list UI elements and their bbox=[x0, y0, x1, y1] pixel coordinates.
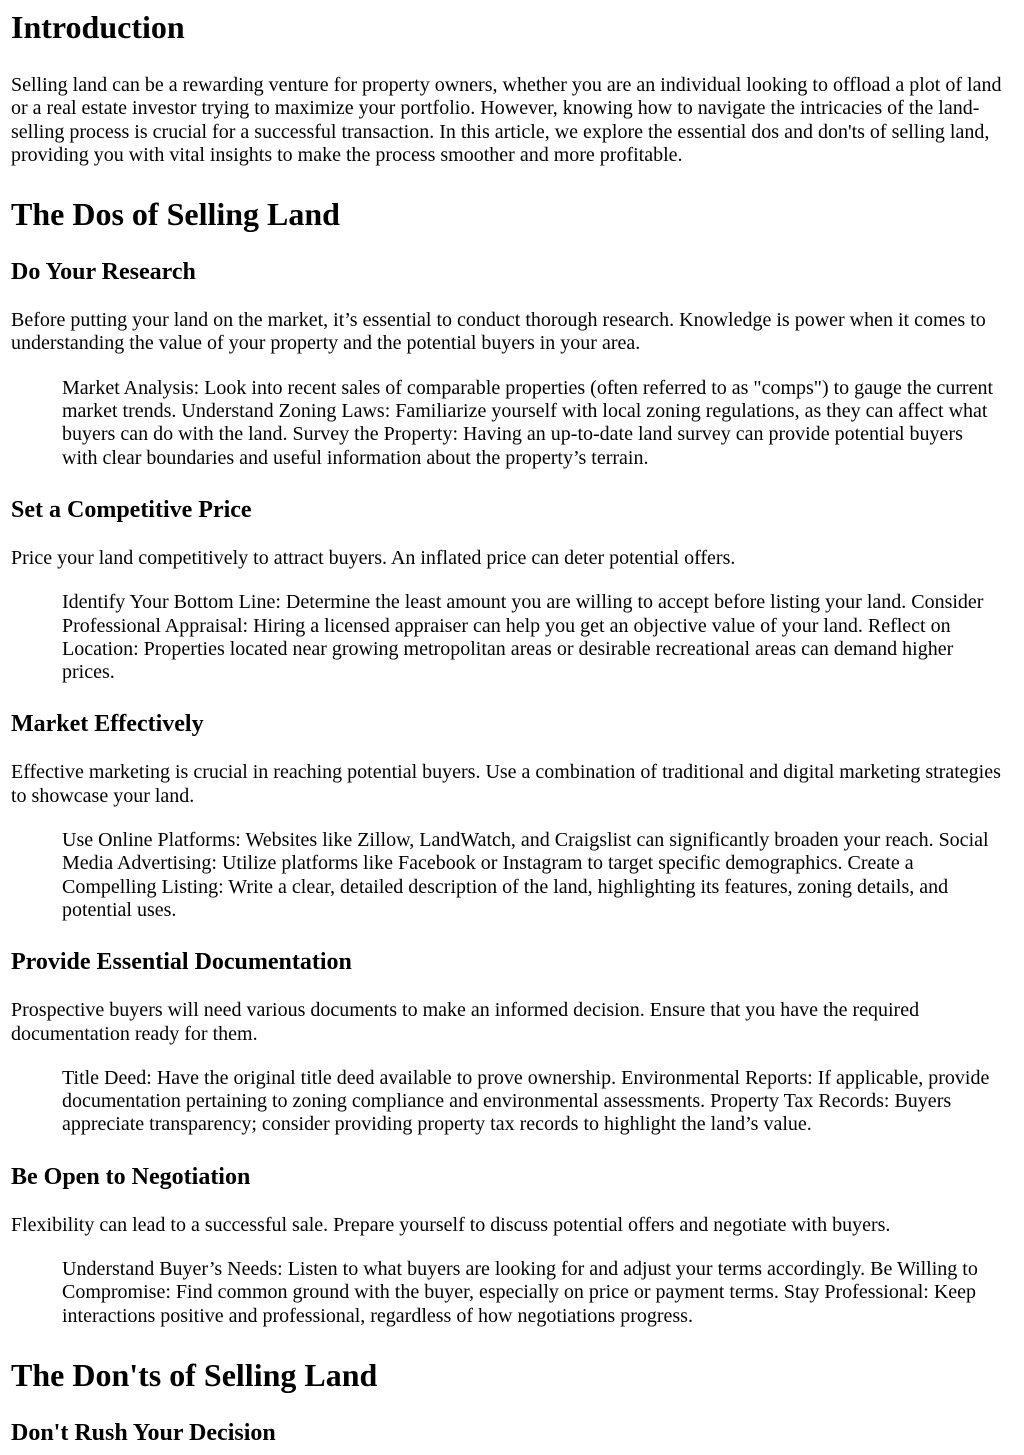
section-heading-negotiation: Be Open to Negotiation bbox=[11, 1163, 251, 1190]
intro-heading: Introduction bbox=[11, 9, 185, 45]
section-quote-negotiation: Understand Buyer’s Needs: Listen to what buyers are looking for and adjust your terms accordingly. Be Willing to Compromise: Find common ground with the buyer, especially on price or payment terms. Stay Professional: Keep interactions positive and professional, regardless of how negotiations progress. bbox=[62, 1258, 978, 1327]
section-heading-dont-rush: Don't Rush Your Decision bbox=[11, 1419, 276, 1446]
donts-heading: The Don'ts of Selling Land bbox=[11, 1356, 378, 1393]
article bbox=[0, 9, 1013, 1447]
section-quote-documentation: Title Deed: Have the original title deed available to prove ownership. Environmental Reports: If applicable, provide documentation pertaining to zoning compliance and environmental assessments. Property Tax Records: Buyers appreciate transparency; consider providing property tax records to highlight the land’s value. bbox=[62, 1066, 990, 1136]
section-quote-price: Identify Your Bottom Line: Determine the least amount you are willing to accept before listing your land. Consider Professional Appraisal: Hiring a licensed appraiser can help you get an objective value of your land. Reflect on Location: Properties located near growing metropolitan areas or desirable recreational areas can demand higher prices. bbox=[62, 591, 984, 684]
intro-paragraph: Selling land can be a rewarding venture for property owners, whether you are an individual looking to offload a plot of land or a real estate investor trying to maximize your portfolio. However, knowing how to navigate the intricacies of the land-selling process is crucial for a successful transaction. In this article, we explore the essential dos and don'ts of selling land, providing you with vital insights to make the process smoother and more profitable. bbox=[11, 74, 1002, 166]
section-quote-research: Market Analysis: Look into recent sales of comparable properties (often referred to as "comps") to gauge the current market trends. Understand Zoning Laws: Familiarize yourself with local zoning regulations, as they can affect what buyers can do with the land. Survey the Property: Having an up-to-date land survey can provide potential buyers with clear boundaries and useful information about the property’s terrain. bbox=[62, 376, 993, 469]
section-heading-market: Market Effectively bbox=[11, 711, 204, 738]
section-paragraph-documentation: Prospective buyers will need various documents to make an informed decision. Ensure that you have the required documentation ready for them. bbox=[11, 999, 920, 1045]
section-heading-price: Set a Competitive Price bbox=[11, 496, 252, 523]
section-heading-documentation: Provide Essential Documentation bbox=[11, 949, 352, 976]
section-quote-market: Use Online Platforms: Websites like Zillow, LandWatch, and Craigslist can significantly broaden your reach. Social Media Advertising: Utilize platforms like Facebook or Instagram to target specific demographics. Create a Compelling Listing: Write a clear, detailed description of the land, highlighting its features, zoning details, and potential uses. bbox=[62, 829, 989, 921]
section-paragraph-price: Price your land competitively to attract buyers. An inflated price can deter potential offers. bbox=[11, 546, 736, 569]
section-paragraph-market: Effective marketing is crucial in reaching potential buyers. Use a combination of traditional and digital marketing strategies to showcase your land. bbox=[11, 761, 1001, 807]
section-paragraph-negotiation: Flexibility can lead to a successful sale. Prepare yourself to discuss potential offers and negotiate with buyers. bbox=[11, 1213, 891, 1236]
dos-heading: The Dos of Selling Land bbox=[11, 196, 340, 233]
section-paragraph-research: Before putting your land on the market, it’s essential to conduct thorough research. Knowledge is power when it comes to understanding the value of your property and the potential buyers in your area. bbox=[11, 309, 986, 355]
section-heading-research: Do Your Research bbox=[11, 259, 196, 286]
